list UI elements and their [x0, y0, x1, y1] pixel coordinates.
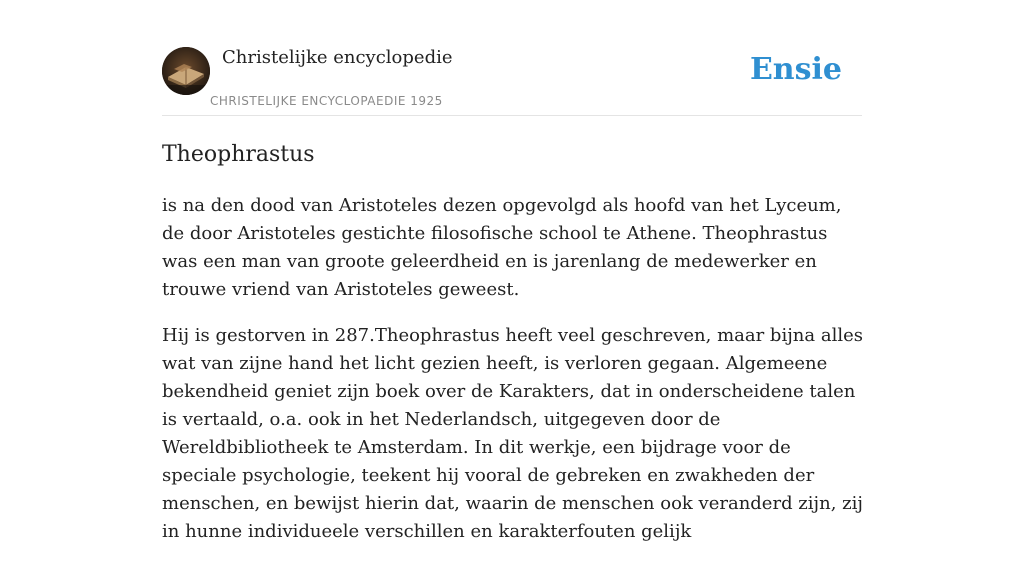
- header-divider: [162, 115, 862, 116]
- article-body: [162, 192, 866, 564]
- encyclopedia-avatar[interactable]: [162, 47, 210, 95]
- brand-logo-link[interactable]: Ensie: [749, 52, 842, 87]
- site-title[interactable]: Christelijke encyclopedie: [222, 47, 453, 68]
- site-subtitle: CHRISTELIJKE ENCYCLOPAEDIE 1925: [210, 94, 443, 108]
- book-photo-icon: [162, 47, 210, 95]
- article-paragraph: is na den dood van Aristoteles dezen opgevolgd als hoofd van het Lyceum, de door Aristoteles gestichte filosofische school te Athene. Theophrastus was een man van groote geleerdheid en is jarenlang de medewerker en trouwe vriend van Aristoteles geweest.: [162, 195, 842, 300]
- site-header: [162, 46, 862, 116]
- article-paragraph: Hij is gestorven in 287.Theophrastus heeft veel geschreven, maar bijna alles wat van zijne hand het licht gezien heeft, is verloren gegaan. Algemeene bekendheid geniet zijn boek over de Karakters, dat in onderscheidene talen is vertaald, o.a. ook in het Nederlandsch, uitgegeven door de Wereldbibliotheek te Amsterdam. In dit werkje, een bijdrage voor de speciale psychologie, teekent hij vooral de gebreken en zwakheden der menschen, en bewijst hierin dat, waarin de menschen ook veranderd zijn, zij in hunne individueele verschillen en karakterfouten gelijk: [162, 325, 863, 542]
- article-title: Theophrastus: [162, 142, 315, 167]
